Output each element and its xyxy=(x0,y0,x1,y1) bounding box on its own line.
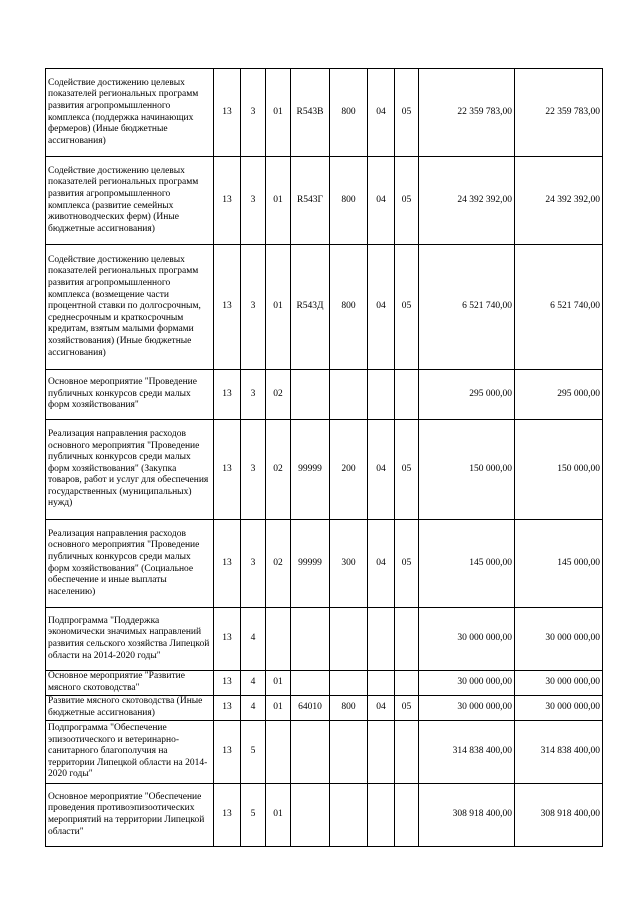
row-name-cell: Содействие достижению целевых показателей региональных программ развития агропромышленного комплекса (поддержка начинающих фермеров) (Иные бюджетные ассигнования) xyxy=(46,69,214,157)
code-cell: 02 xyxy=(266,370,291,420)
code-cell: 800 xyxy=(330,69,368,157)
code-cell: 02 xyxy=(266,420,291,520)
code-cell: 01 xyxy=(266,69,291,157)
code-cell xyxy=(330,784,368,847)
code-cell xyxy=(330,721,368,784)
row-name-cell: Реализация направления расходов основного мероприятия "Проведение публичных конкурсов среди малых форм хозяйствования" (Социальное обеспечение и иные выплаты населению) xyxy=(46,520,214,608)
code-cell: 04 xyxy=(368,420,395,520)
code-cell xyxy=(395,608,419,671)
code-cell: 5 xyxy=(241,784,266,847)
code-cell: 3 xyxy=(241,157,266,245)
amount-cell: 24 392 392,00 xyxy=(515,157,603,245)
code-cell xyxy=(291,721,330,784)
code-cell: 800 xyxy=(330,696,368,721)
code-cell: 05 xyxy=(395,520,419,608)
code-cell: R543Г xyxy=(291,157,330,245)
code-cell: 13 xyxy=(214,245,241,370)
table-row xyxy=(46,721,603,784)
row-name-cell: Основное мероприятие "Проведение публичных конкурсов среди малых форм хозяйствования" xyxy=(46,370,214,420)
code-cell: 4 xyxy=(241,671,266,696)
code-cell xyxy=(330,608,368,671)
code-cell: 3 xyxy=(241,69,266,157)
code-cell: 99999 xyxy=(291,420,330,520)
code-cell: 13 xyxy=(214,696,241,721)
code-cell: 3 xyxy=(241,520,266,608)
table-row xyxy=(46,157,603,245)
table-row xyxy=(46,671,603,696)
amount-cell: 6 521 740,00 xyxy=(515,245,603,370)
table-row xyxy=(46,69,603,157)
code-cell: 3 xyxy=(241,245,266,370)
amount-cell: 308 918 400,00 xyxy=(419,784,515,847)
code-cell xyxy=(395,721,419,784)
row-name-cell: Реализация направления расходов основного мероприятия "Проведение публичных конкурсов среди малых форм хозяйствования" (Закупка товаров, работ и услуг для обеспечения государственных (муниципальных) нужд) xyxy=(46,420,214,520)
row-name-cell: Содействие достижению целевых показателей региональных программ развития агропромышленного комплекса (возмещение части процентной ставки по долгосрочным, среднесрочным и краткосрочным кредитам, взятым малыми формами хозяйствования) (Иные бюджетные ассигнования) xyxy=(46,245,214,370)
amount-cell: 30 000 000,00 xyxy=(419,696,515,721)
code-cell xyxy=(291,671,330,696)
code-cell: 13 xyxy=(214,69,241,157)
code-cell: 800 xyxy=(330,157,368,245)
code-cell xyxy=(266,721,291,784)
code-cell: 13 xyxy=(214,721,241,784)
amount-cell: 30 000 000,00 xyxy=(515,671,603,696)
code-cell: 02 xyxy=(266,520,291,608)
code-cell xyxy=(368,721,395,784)
amount-cell: 30 000 000,00 xyxy=(515,608,603,671)
code-cell: 13 xyxy=(214,520,241,608)
code-cell: 05 xyxy=(395,245,419,370)
row-name-cell: Развитие мясного скотоводства (Иные бюджетные ассигнования) xyxy=(46,696,214,721)
code-cell: 04 xyxy=(368,157,395,245)
table-row xyxy=(46,696,603,721)
table-row xyxy=(46,420,603,520)
code-cell: 13 xyxy=(214,608,241,671)
code-cell: R543В xyxy=(291,69,330,157)
code-cell: 13 xyxy=(214,784,241,847)
code-cell xyxy=(368,671,395,696)
code-cell: 800 xyxy=(330,245,368,370)
code-cell: 05 xyxy=(395,696,419,721)
code-cell: 13 xyxy=(214,370,241,420)
amount-cell: 314 838 400,00 xyxy=(419,721,515,784)
row-name-cell: Основное мероприятие "Обеспечение проведения противоэпизоотических мероприятий на территории Липецкой области" xyxy=(46,784,214,847)
code-cell: 64010 xyxy=(291,696,330,721)
code-cell: 05 xyxy=(395,420,419,520)
amount-cell: 24 392 392,00 xyxy=(419,157,515,245)
code-cell: 13 xyxy=(214,671,241,696)
budget-table xyxy=(45,68,603,847)
code-cell xyxy=(368,370,395,420)
code-cell: 4 xyxy=(241,696,266,721)
amount-cell: 22 359 783,00 xyxy=(419,69,515,157)
table-row xyxy=(46,370,603,420)
row-name-cell: Подпрограмма "Поддержка экономически значимых направлений развития сельского хозяйства Липецкой области на 2014-2020 годы" xyxy=(46,608,214,671)
row-name-cell: Подпрограмма "Обеспечение эпизоотического и ветеринарно-санитарного благополучия на территории Липецкой области на 2014-2020 годы" xyxy=(46,721,214,784)
table-row xyxy=(46,245,603,370)
code-cell xyxy=(266,608,291,671)
code-cell xyxy=(291,784,330,847)
code-cell xyxy=(330,671,368,696)
amount-cell: 30 000 000,00 xyxy=(419,608,515,671)
amount-cell: 145 000,00 xyxy=(515,520,603,608)
code-cell: 01 xyxy=(266,245,291,370)
code-cell xyxy=(368,608,395,671)
code-cell: 13 xyxy=(214,157,241,245)
code-cell xyxy=(395,370,419,420)
code-cell: 01 xyxy=(266,157,291,245)
code-cell: 13 xyxy=(214,420,241,520)
code-cell: R543Д xyxy=(291,245,330,370)
code-cell: 04 xyxy=(368,520,395,608)
code-cell: 04 xyxy=(368,69,395,157)
amount-cell: 6 521 740,00 xyxy=(419,245,515,370)
code-cell xyxy=(395,784,419,847)
amount-cell: 145 000,00 xyxy=(419,520,515,608)
code-cell: 04 xyxy=(368,696,395,721)
code-cell: 01 xyxy=(266,671,291,696)
amount-cell: 295 000,00 xyxy=(515,370,603,420)
row-name-cell: Содействие достижению целевых показателей региональных программ развития агропромышленного комплекса (развитие семейных животноводческих ферм) (Иные бюджетные ассигнования) xyxy=(46,157,214,245)
code-cell: 05 xyxy=(395,69,419,157)
code-cell: 3 xyxy=(241,420,266,520)
code-cell: 04 xyxy=(368,245,395,370)
amount-cell: 308 918 400,00 xyxy=(515,784,603,847)
amount-cell: 30 000 000,00 xyxy=(515,696,603,721)
code-cell xyxy=(291,370,330,420)
code-cell xyxy=(291,608,330,671)
code-cell: 01 xyxy=(266,696,291,721)
code-cell xyxy=(395,671,419,696)
code-cell xyxy=(368,784,395,847)
amount-cell: 150 000,00 xyxy=(515,420,603,520)
code-cell: 99999 xyxy=(291,520,330,608)
amount-cell: 30 000 000,00 xyxy=(419,671,515,696)
code-cell: 05 xyxy=(395,157,419,245)
row-name-cell: Основное мероприятие "Развитие мясного скотоводства" xyxy=(46,671,214,696)
table-row xyxy=(46,784,603,847)
code-cell: 3 xyxy=(241,370,266,420)
amount-cell: 314 838 400,00 xyxy=(515,721,603,784)
code-cell: 5 xyxy=(241,721,266,784)
amount-cell: 22 359 783,00 xyxy=(515,69,603,157)
table-row xyxy=(46,608,603,671)
code-cell xyxy=(330,370,368,420)
table-row xyxy=(46,520,603,608)
amount-cell: 150 000,00 xyxy=(419,420,515,520)
code-cell: 300 xyxy=(330,520,368,608)
code-cell: 4 xyxy=(241,608,266,671)
code-cell: 01 xyxy=(266,784,291,847)
code-cell: 200 xyxy=(330,420,368,520)
amount-cell: 295 000,00 xyxy=(419,370,515,420)
